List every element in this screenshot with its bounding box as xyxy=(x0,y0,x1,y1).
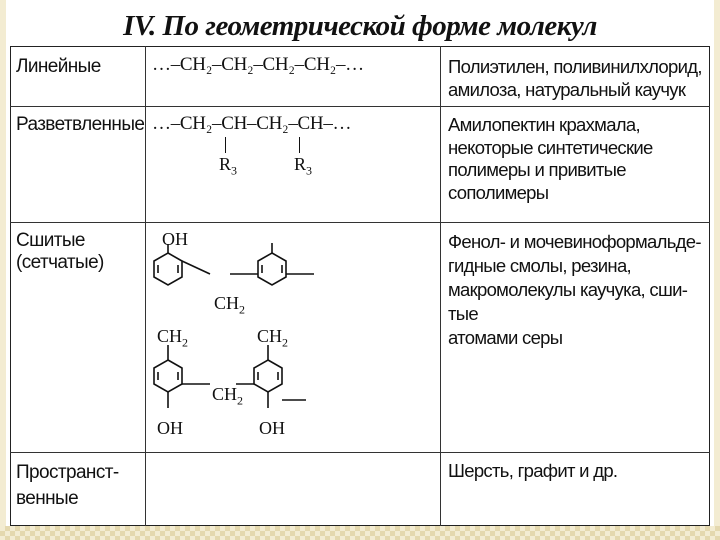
branch-right-group: $R_3$ xyxy=(294,154,313,178)
examples-line: тые xyxy=(448,303,478,324)
ch2-left-label: $CH_2$ xyxy=(157,326,189,350)
examples-line: макромолекулы каучука, сши- xyxy=(448,279,688,300)
row-branched-label: Разветвленные xyxy=(16,114,145,135)
oh-top-label: OH xyxy=(162,229,188,249)
oh-bottom-right-label: OH xyxy=(259,418,285,438)
row-branched-formula: …–CH₂–CH–CH₂–CH–… xyxy=(152,113,352,134)
examples-line: атомами серы xyxy=(448,327,563,348)
row-crosslinked-label: Сшитые (сетчатые) xyxy=(16,230,104,273)
page-title: IV. По геометрической форме молекул xyxy=(123,10,597,42)
ch2-bridge-top-label: $CH_2$ xyxy=(214,293,246,317)
row-linear-formula: …–CH₂–CH₂–CH₂–CH₂–… xyxy=(152,54,364,75)
row-crosslinked-examples xyxy=(448,230,704,350)
examples-line: гидные смолы, резина, xyxy=(448,255,631,276)
row-spatial-examples: Шерсть, графит и др. xyxy=(448,460,618,481)
row-linear-label: Линейные xyxy=(16,56,101,77)
ch2-right-label: $CH_2$ xyxy=(257,326,289,350)
row-branched-examples: Амилопектин крахмала, некоторые синтетические полимеры и привитые сополимеры xyxy=(448,114,653,203)
row-linear-examples: Полиэтилен, поливинилхлорид, амилоза, натуральный каучук xyxy=(448,56,702,100)
branch-left-group: $R_3$ xyxy=(219,154,238,178)
ch2-bridge-bottom-label: $CH_2$ xyxy=(212,384,244,408)
examples-line: Фенол- и мочевиноформальде- xyxy=(448,231,701,252)
row-spatial-label: Пространст-венные xyxy=(16,462,119,509)
oh-bottom-left-label: OH xyxy=(157,418,183,438)
